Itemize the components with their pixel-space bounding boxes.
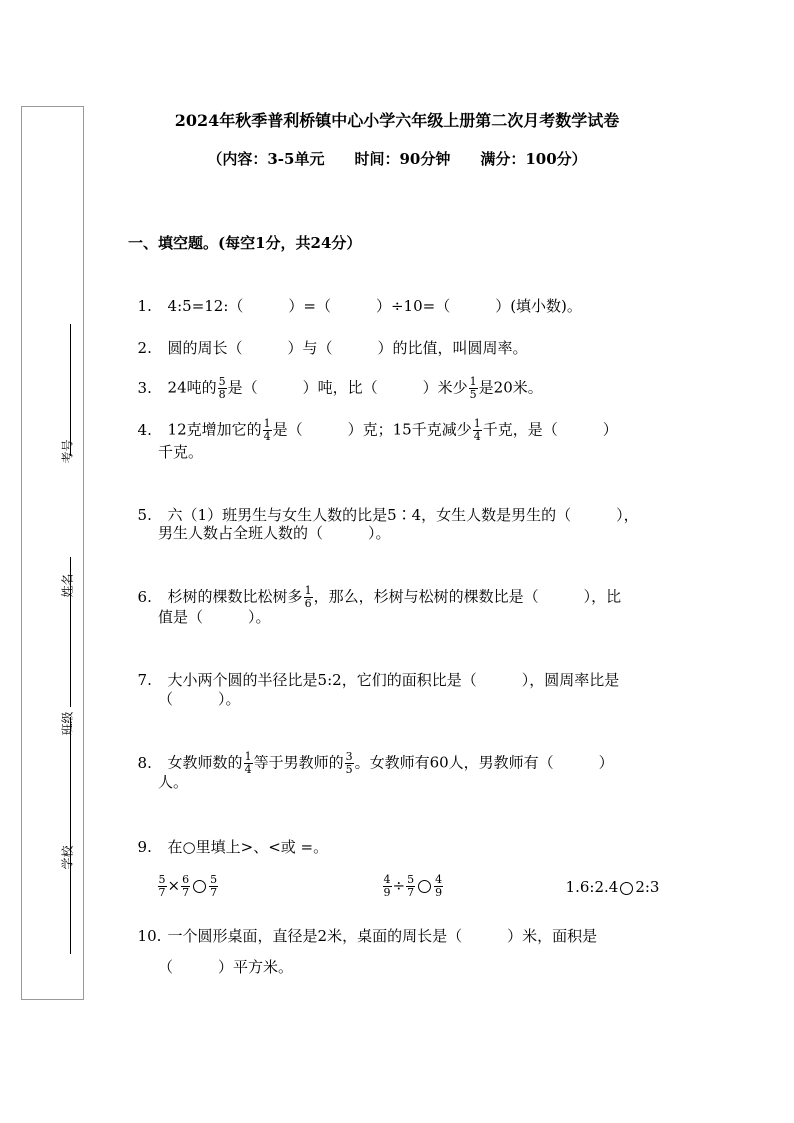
numerator: 4 [435, 873, 443, 886]
fraction [263, 418, 272, 443]
fraction [209, 874, 218, 899]
question-5 [128, 482, 639, 526]
denominator: 7 [182, 886, 190, 899]
numerator: 1 [473, 417, 481, 430]
class-line [70, 717, 71, 847]
question-text-b: ，那么，杉树与松树的棵数比是（ ），比 [313, 587, 622, 606]
question-4 [128, 396, 618, 443]
fraction [434, 874, 443, 899]
numerator: 1 [304, 584, 312, 597]
fraction [181, 874, 190, 899]
numerator: 4 [383, 873, 391, 886]
question-7-continuation: （ ）。 [158, 690, 241, 708]
question-number: 7. [137, 671, 152, 689]
compare-expression-2 [372, 852, 444, 899]
question-number: 8. [137, 753, 152, 772]
denominator: 4 [244, 763, 252, 776]
denominator: 4 [473, 430, 481, 443]
denominator: 5 [469, 388, 477, 401]
numerator: 5 [158, 873, 166, 886]
exam-number-label: 考号 [60, 439, 75, 464]
compare-expression-3 [556, 854, 659, 898]
question-text-a: 12克增加它的 [167, 420, 262, 439]
question-6 [128, 563, 621, 610]
section-heading: 一、填空题。(每空1分，共24分） [128, 234, 362, 252]
question-text: 六（1）班男生与女生人数的比是5∶4，女生人数是男生的（ ）， [167, 506, 639, 524]
fraction [244, 751, 253, 776]
question-number: 2. [137, 339, 152, 357]
question-number: 1. [137, 297, 152, 315]
page-title: 2024年秋季普利桥镇中心小学六年级上册第二次月考数学试卷 [174, 111, 620, 130]
denominator: 9 [383, 886, 391, 899]
question-text-b: 是（ ）克；15千克减少 [272, 420, 472, 439]
denominator: 7 [210, 886, 218, 899]
numerator: 5 [218, 375, 226, 388]
question-6-continuation: 值是（ ）。 [158, 608, 271, 626]
question-1 [128, 273, 582, 317]
question-text-c: 是20米。 [478, 378, 543, 397]
operator: × [167, 876, 181, 895]
denominator: 4 [263, 430, 271, 443]
answer-circle[interactable] [620, 882, 633, 895]
question-text: 大小两个圆的半径比是5:2，它们的面积比是（ ），圆周率比是 [167, 671, 620, 689]
school-label: 学校 [60, 845, 75, 870]
question-8 [128, 729, 614, 776]
question-text-a: 女教师数的 [167, 753, 243, 772]
numerator: 1 [263, 417, 271, 430]
exam-number-line [70, 324, 71, 456]
question-text-b: 是（ ）吨，比（ ）米少 [227, 378, 468, 397]
denominator: 9 [435, 886, 443, 899]
denominator: 8 [218, 388, 226, 401]
answer-circle[interactable] [193, 880, 206, 893]
fraction [158, 874, 167, 899]
denominator: 7 [407, 886, 415, 899]
fraction [345, 751, 354, 776]
denominator: 7 [158, 886, 166, 899]
fraction [406, 874, 415, 899]
question-10-continuation: （ ）平方米。 [158, 958, 294, 976]
question-number: 9. [137, 838, 152, 856]
numerator: 5 [210, 873, 218, 886]
numerator: 3 [345, 750, 353, 763]
class-label: 班级 [60, 711, 75, 736]
question-text: 圆的周长（ ）与（ ）的比值，叫圆周率。 [167, 339, 528, 357]
binding-margin [21, 106, 84, 1000]
name-label: 姓名 [60, 573, 75, 598]
operator: ÷ [392, 876, 406, 895]
answer-circle[interactable] [418, 880, 431, 893]
denominator: 5 [345, 763, 353, 776]
question-text-b: 等于男教师的 [253, 753, 344, 772]
question-number: 4. [137, 420, 152, 439]
question-number: 10. [137, 927, 162, 945]
numerator: 1 [244, 750, 252, 763]
question-10 [128, 903, 597, 947]
question-8-continuation: 人。 [158, 773, 189, 791]
question-text: 在○里填上>、<或 =。 [167, 838, 329, 856]
expression-right: 2:3 [635, 878, 660, 896]
compare-expression-1 [147, 852, 219, 899]
question-text: 4:5=12:（ ）=（ ）÷10=（ ）(填小数)。 [167, 297, 582, 315]
question-text-a: 杉树的棵数比松树多 [167, 587, 303, 606]
fraction [383, 874, 392, 899]
numerator: 1 [469, 375, 477, 388]
numerator: 6 [182, 873, 190, 886]
question-3 [128, 354, 543, 401]
question-text-c: 千克，是（ ） [482, 420, 618, 439]
page-subtitle: （内容：3-5单元 时间：90分钟 满分：100分） [207, 150, 587, 168]
denominator: 6 [304, 597, 312, 610]
question-text: 一个圆形桌面，直径是2米，桌面的周长是（ ）米，面积是 [167, 927, 598, 945]
question-4-continuation: 千克。 [158, 443, 204, 461]
question-number: 3. [137, 378, 152, 397]
question-number: 6. [137, 587, 152, 606]
fraction [304, 585, 313, 610]
fraction [473, 418, 482, 443]
question-7 [128, 647, 619, 691]
question-2 [128, 315, 528, 359]
expression-left: 1.6:2.4 [565, 878, 619, 896]
question-5-continuation: 男生人数占全班人数的（ ）。 [158, 524, 391, 542]
numerator: 5 [407, 873, 415, 886]
question-text-a: 24吨的 [167, 378, 217, 397]
question-number: 5. [137, 506, 152, 524]
question-text-c: 。女教师有60人，男教师有（ ） [354, 753, 614, 772]
